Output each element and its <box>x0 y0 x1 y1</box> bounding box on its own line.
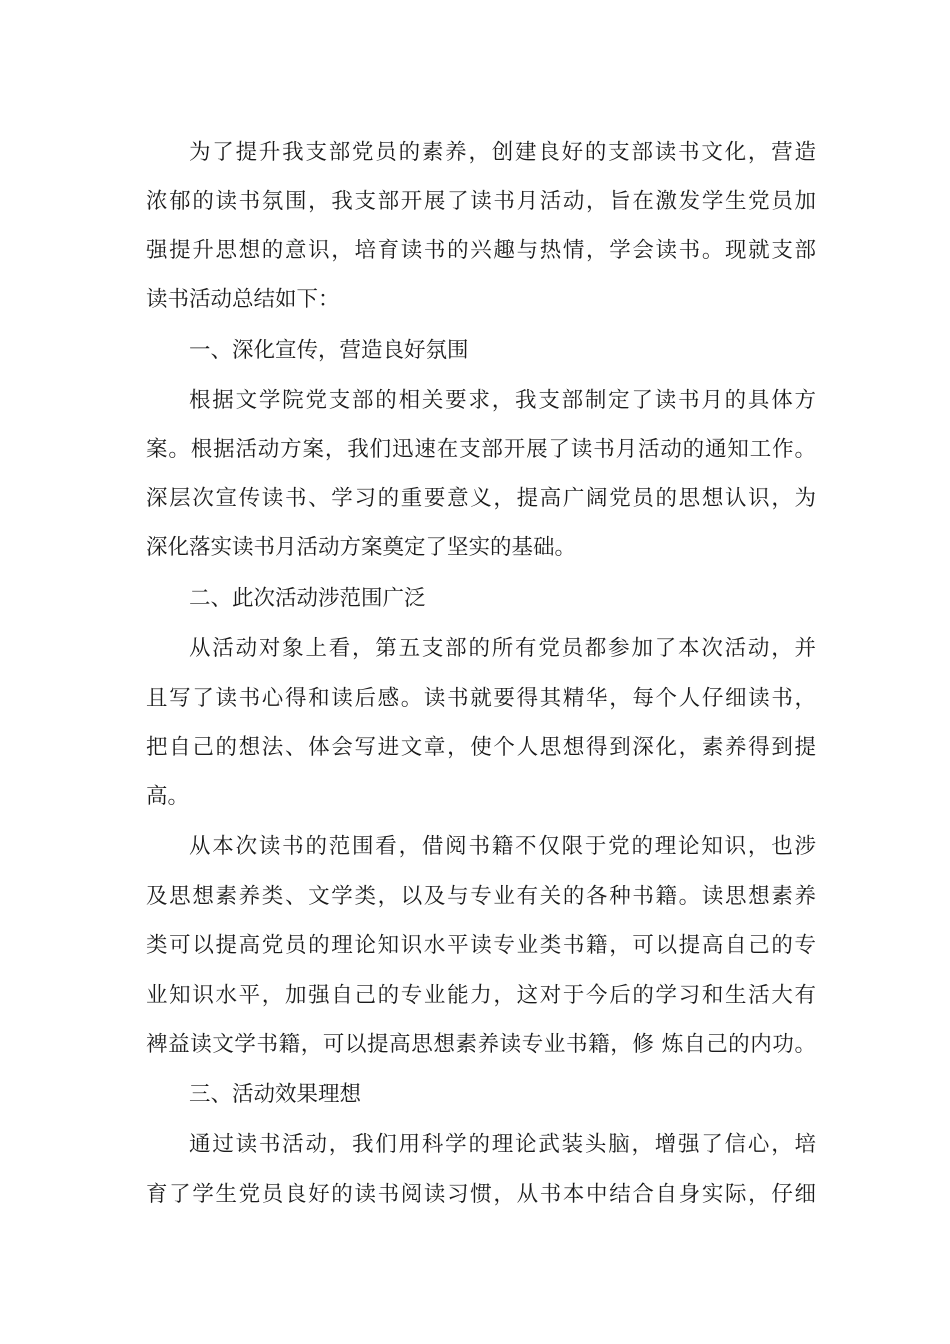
paragraph-3-line-1: 从活动对象上看，第五支部的所有党员都参加了本次活动，并 <box>189 636 816 661</box>
paragraph-4-line-3: 类可以提高党员的理论知识水平读专业类书籍，可以提高自己的专 <box>146 933 816 958</box>
section-heading-2: 二、此次活动涉范围广泛 <box>189 586 426 611</box>
section-heading-3: 三、活动效果理想 <box>189 1082 362 1107</box>
paragraph-4-line-2: 及思想素养类、文学类，以及与专业有关的各种书籍。读思想素养 <box>146 884 816 909</box>
paragraph-5-line-2: 育了学生党员良好的读书阅读习惯，从书本中结合自身实际，仔细 <box>146 1182 816 1207</box>
paragraph-1-line-1: 为了提升我支部党员的素养，创建良好的支部读书文化，营造 <box>189 140 816 165</box>
paragraph-5-line-1: 通过读书活动，我们用科学的理论武装头脑，增强了信心，培 <box>189 1132 816 1157</box>
paragraph-4-line-1: 从本次读书的范围看，借阅书籍不仅限于党的理论知识，也涉 <box>189 834 816 859</box>
section-heading-1: 一、深化宣传，营造良好氛围 <box>189 338 469 363</box>
paragraph-2-line-4: 深化落实读书月活动方案奠定了坚实的基础。 <box>146 535 577 560</box>
paragraph-3-line-4: 高。 <box>146 784 190 809</box>
paragraph-1-line-4: 读书活动总结如下： <box>146 287 340 312</box>
paragraph-3-line-2: 且写了读书心得和读后感。读书就要得其精华，每个人仔细读书， <box>146 686 816 711</box>
paragraph-2-line-1: 根据文学院党支部的相关要求，我支部制定了读书月的具体方 <box>189 388 816 413</box>
paragraph-1-line-2: 浓郁的读书氛围，我支部开展了读书月活动，旨在激发学生党员加 <box>146 189 816 214</box>
paragraph-3-line-3: 把自己的想法、体会写进文章，使个人思想得到深化，素养得到提 <box>146 735 816 760</box>
paragraph-1-line-3: 强提升思想的意识，培育读书的兴趣与热情，学会读书。现就支部 <box>146 238 816 263</box>
paragraph-4-line-4: 业知识水平，加强自己的专业能力，这对于今后的学习和生活大有 <box>146 983 816 1008</box>
paragraph-2-line-2: 案。根据活动方案，我们迅速在支部开展了读书月活动的通知工作。 <box>146 437 816 462</box>
paragraph-2-line-3: 深层次宣传读书、学习的重要意义，提高广阔党员的思想认识，为 <box>146 486 816 511</box>
paragraph-4-line-5: 裨益读文学书籍，可以提高思想素养读专业书籍，修 炼自己的内功。 <box>146 1032 816 1057</box>
